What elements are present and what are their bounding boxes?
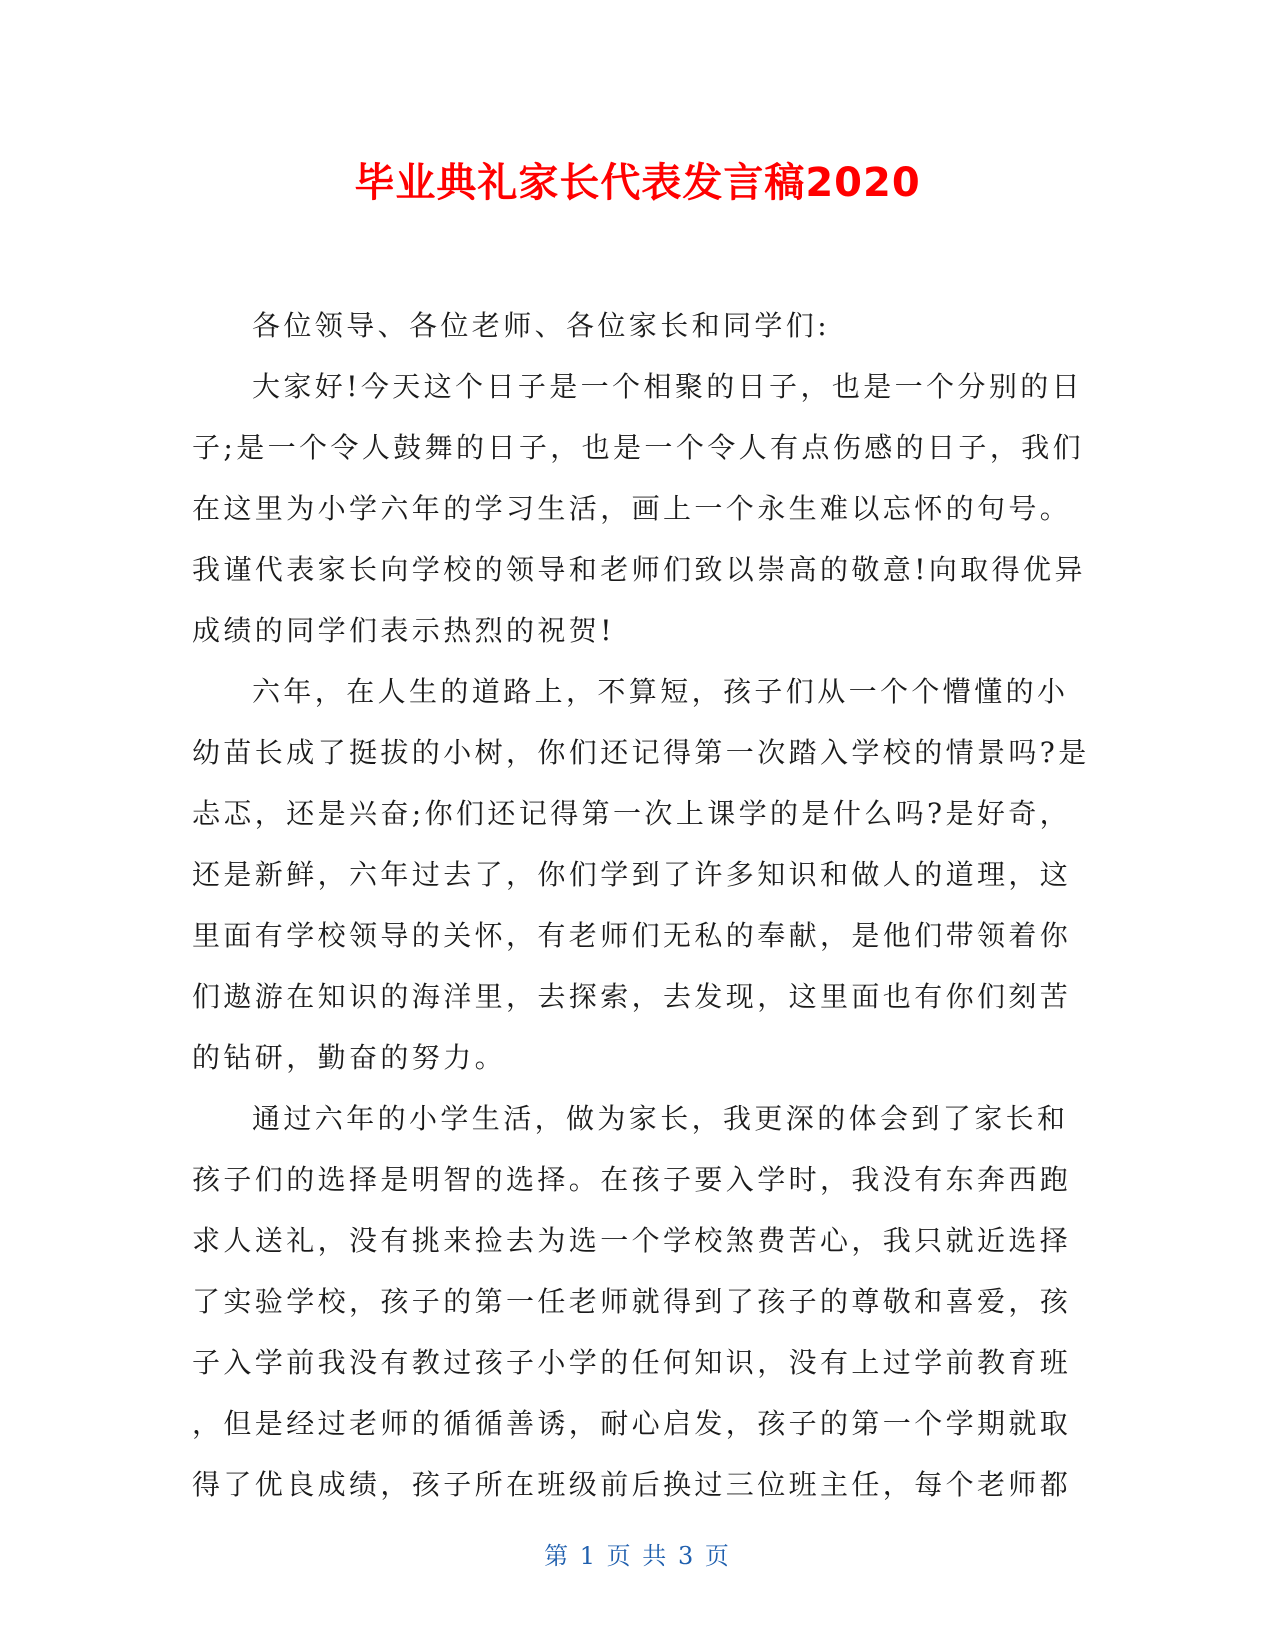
text-line: 在这里为小学六年的学习生活，画上一个永生难以忘怀的句号。 bbox=[192, 492, 1072, 525]
text-line: 通过六年的小学生活，做为家长，我更深的体会到了家长和 bbox=[252, 1102, 1069, 1135]
text-line: 六年，在人生的道路上，不算短，孩子们从一个个懵懂的小 bbox=[252, 675, 1069, 708]
text-line: 孩子们的选择是明智的选择。在孩子要入学时，我没有东奔西跑 bbox=[192, 1163, 1072, 1196]
text-line: 忐忑，还是兴奋;你们还记得第一次上课学的是什么吗?是好奇， bbox=[192, 797, 1072, 830]
text-line: 们遨游在知识的海洋里，去探索，去发现，这里面也有你们刻苦 bbox=[192, 980, 1072, 1013]
text-line: 里面有学校领导的关怀，有老师们无私的奉献，是他们带领着你 bbox=[192, 919, 1072, 952]
text-line: 子入学前我没有教过孩子小学的任何知识，没有上过学前教育班 bbox=[192, 1346, 1072, 1379]
text-line: 我谨代表家长向学校的领导和老师们致以崇高的敬意!向取得优异 bbox=[192, 553, 1086, 586]
text-line: 大家好!今天这个日子是一个相聚的日子，也是一个分别的日 bbox=[252, 370, 1084, 403]
text-line: 得了优良成绩，孩子所在班级前后换过三位班主任，每个老师都 bbox=[192, 1468, 1072, 1501]
document-title: 毕业典礼家长代表发言稿2020 bbox=[354, 160, 921, 206]
text-line: 幼苗长成了挺拔的小树，你们还记得第一次踏入学校的情景吗?是 bbox=[192, 736, 1090, 769]
document-body bbox=[192, 295, 1090, 1515]
text-line: 子;是一个令人鼓舞的日子，也是一个令人有点伤感的日子，我们 bbox=[192, 431, 1085, 464]
text-line: ，但是经过老师的循循善诱，耐心启发，孩子的第一个学期就取 bbox=[192, 1407, 1072, 1440]
page-number-footer: 第 1 页 共 3 页 bbox=[544, 1542, 731, 1570]
text-line: 还是新鲜，六年过去了，你们学到了许多知识和做人的道理，这 bbox=[192, 858, 1072, 891]
text-line: 了实验学校，孩子的第一任老师就得到了孩子的尊敬和喜爱，孩 bbox=[192, 1285, 1072, 1318]
text-line: 成绩的同学们表示热烈的祝贺! bbox=[192, 614, 615, 647]
text-line: 各位领导、各位老师、各位家长和同学们: bbox=[252, 309, 831, 342]
text-line: 求人送礼，没有挑来捡去为选一个学校煞费苦心，我只就近选择 bbox=[192, 1224, 1072, 1257]
text-line: 的钻研，勤奋的努力。 bbox=[192, 1041, 507, 1074]
